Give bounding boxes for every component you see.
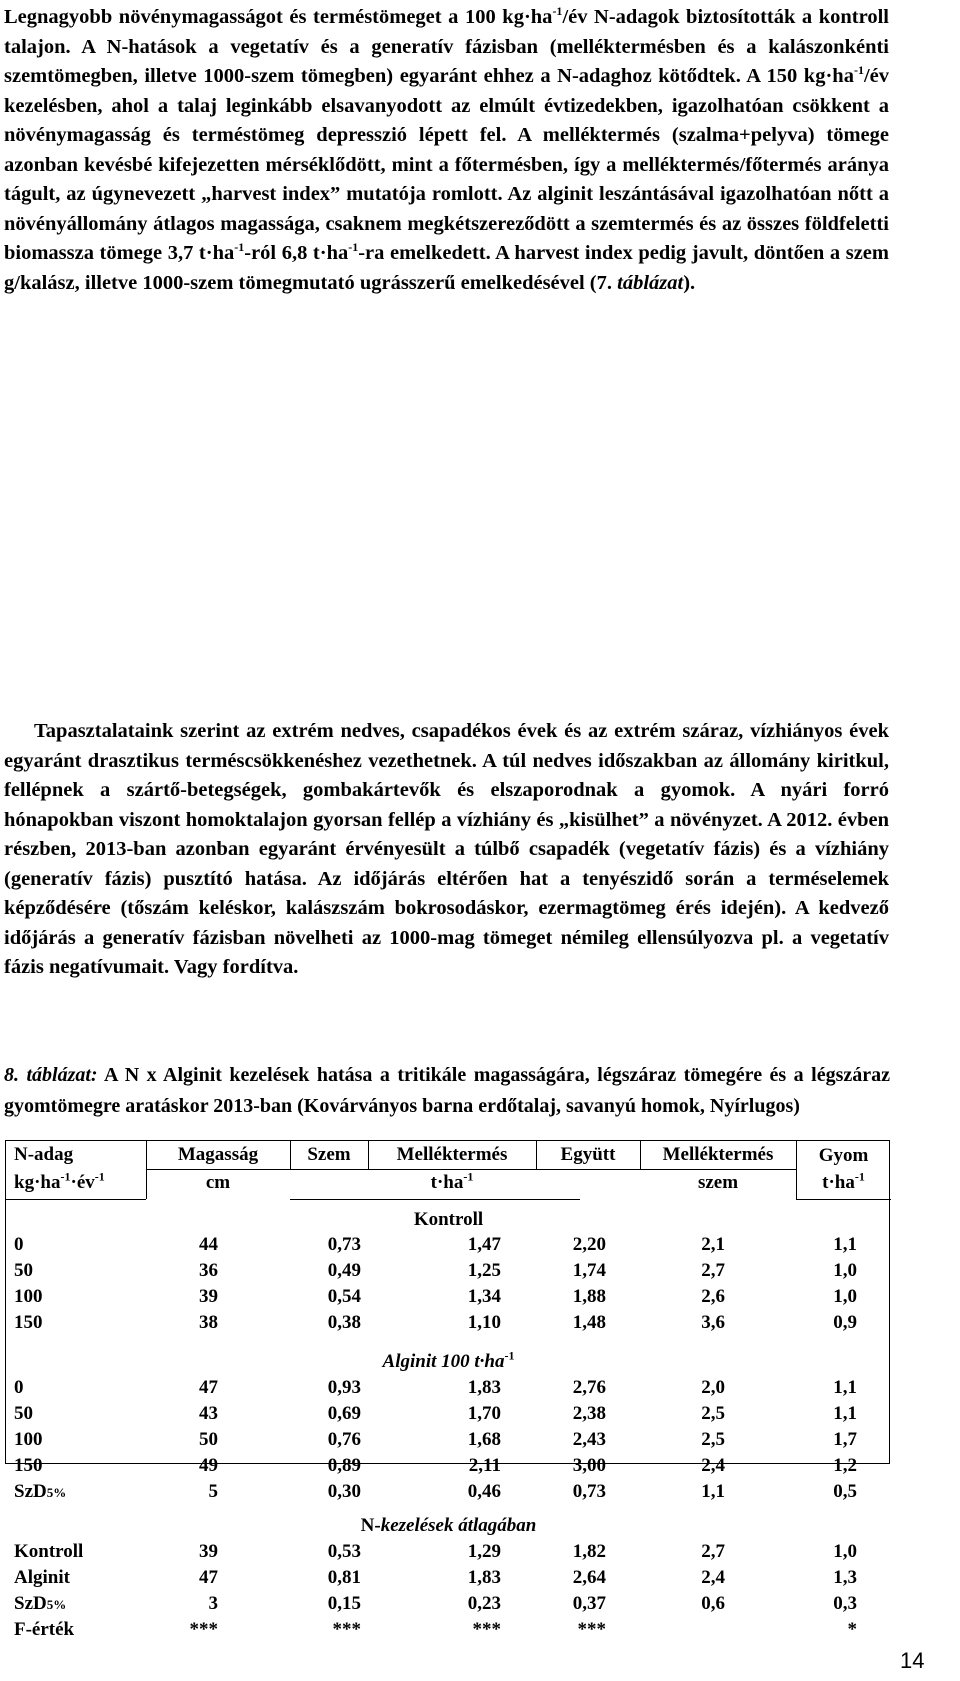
section-label: N- (360, 1515, 381, 1536)
header-cell: Melléktermés (396, 1144, 508, 1165)
table-cell: 2,76 (572, 1377, 606, 1398)
header-unit-nadag (14, 1168, 105, 1198)
table-cell: 100 (14, 1286, 43, 1307)
table-cell: 2,0 (701, 1377, 725, 1398)
header-unit-height: cm (205, 1172, 231, 1193)
table-cell: 0,5 (833, 1481, 857, 1502)
text-run: ). (683, 271, 696, 294)
table-row (6, 1427, 891, 1453)
table-cell: 1,74 (572, 1260, 606, 1281)
header-unit-weed (796, 1168, 891, 1198)
header-cell: Magasság (177, 1144, 259, 1165)
table-cell: 0,30 (327, 1481, 361, 1502)
subscript: 5% (46, 1485, 67, 1500)
data-table (5, 1140, 890, 1640)
table-cell: 1,83 (467, 1377, 501, 1398)
table-cell: 0,73 (327, 1234, 361, 1255)
table-cell: 2,7 (701, 1260, 725, 1281)
superscript: -1 (853, 63, 864, 78)
table-cell: 47 (199, 1377, 218, 1398)
paragraph-2: Tapasztalataink szerint az extrém nedves, csapadékos évek és az extrém száraz, vízhiányos évek egyaránt drasztikus terméscsökkenéshez vezethetnek. A túl nedves időszakban az állomány kiritkul, fellépnek a szártő-betegségek, gombakártevők és elszaporodnak a gyomok. A nyári forró hónapokban viszont homoktalajon gyorsan fellép a vízhiány és „kisülhet” a növényzet. A 2012. évben részben, 2013-ban azonban egyaránt érvényesült a túlbő csapadék (vegetatív fázis) és a vízhiány (generatív fázis) pusztító hatása. Az időjárás eltérően hat a tenyészidő során a terméselemek képződésére (tőszám keléskor, kalászszám bokrosodáskor, ezermagtömeg érés idején). A kedvező időjárás a generatív fázisban növelheti az 1000-mag tömeget némileg ellensúlyozva pl. a vegetatív fázis negatívumait. Vagy fordítva. (4, 720, 889, 978)
text-run: -ra emelkedett. A harvest index pedig javult, döntően a szem g/kalász, illetve 1000-szem tömegmutató ugrásszerű emelkedésével (7. (4, 242, 889, 294)
table-cell: 2,1 (701, 1234, 725, 1255)
table-cell: SzD5% (14, 1481, 67, 1502)
header-cell: Melléktermés (662, 1144, 774, 1165)
caption-text: A N x Alginit kezelések hatása a tritikále magasságára, légszáraz tömegére és a légszáraz gyomtömegre aratáskor 2013-ban (Kovárványos barna erdőtalaj, savanyú homok, Nyírlugos) (4, 1064, 890, 1117)
table-row (6, 1591, 891, 1617)
header-cell: Szem (307, 1144, 351, 1165)
section-label: Kontroll (413, 1209, 484, 1230)
superscript: -1 (348, 240, 359, 255)
table-cell: 50 (199, 1429, 218, 1450)
table-cell: 1,7 (833, 1429, 857, 1450)
caption-label: 8. táblázat: (4, 1064, 98, 1086)
header-unit-mass (368, 1168, 536, 1198)
table-cell: 49 (199, 1455, 218, 1476)
table-row (6, 1479, 891, 1505)
table-cell: 1,1 (833, 1377, 857, 1398)
superscript: -1 (463, 1169, 474, 1184)
table-cell: *** (472, 1619, 501, 1640)
table-cell: Alginit (14, 1567, 70, 1588)
table-cell: 39 (199, 1541, 218, 1562)
table-cell: 0,9 (833, 1312, 857, 1333)
table-cell: 150 (14, 1312, 43, 1333)
table-cell: 3,6 (701, 1312, 725, 1333)
text-run: /év N-adagok biztosították a kontroll talajon. A N-hatások a vegetatív és a generatív fázisban (melléktermésben és a kalászonkénti szemtömegben, illetve 1000-szem tömegben) egyaránt ehhez a N-adaghoz kötődtek. A 150 kg·ha (4, 6, 889, 87)
table-cell: 1,70 (467, 1403, 501, 1424)
paragraph-1 (4, 3, 889, 298)
table-cell: *** (332, 1619, 361, 1640)
table-cell: 100 (14, 1429, 43, 1450)
superscript: -1 (552, 4, 563, 19)
header-divider-right (796, 1199, 891, 1200)
table-cell: 50 (14, 1260, 33, 1281)
table-cell: 3,00 (572, 1455, 606, 1476)
table-cell: 1,25 (467, 1260, 501, 1281)
table-caption (4, 1060, 890, 1122)
table-row (6, 1539, 891, 1565)
table-cell: 1,34 (467, 1286, 501, 1307)
text-run: /év kezelésben, ahol a talaj leginkább elsavanyodott az elmúlt évtizedekben, igazolhatóan csökkent a növénymagasság és terméstömeg depresszió lépett fel. A melléktermés (szalma+pelyva) tömege azonban kevésbé kifejezetten mérséklődött, mint a főtermésben, így a melléktermés/főtermés aránya tágult, az úgynevezett „harvest index” mutatója romlott. Az alginit leszántásával igazolhatóan nőtt a növényállomány átlagos magassága, csaknem megkétszereződött a szemtermés és az összes földfeletti biomassza tömege 3,7 t·ha (4, 65, 889, 264)
header-divider-left (6, 1199, 146, 1200)
table-cell: 0,73 (572, 1481, 606, 1502)
table-cell: 150 (14, 1455, 43, 1476)
italic-text: táblázat (617, 271, 684, 294)
header-divider-mass (290, 1199, 580, 1200)
header-cell: Együtt (560, 1144, 616, 1165)
table-cell: 0,69 (327, 1403, 361, 1424)
table-cell: SzD5% (14, 1593, 67, 1614)
superscript: -1 (60, 1169, 71, 1184)
table-cell: 2,4 (701, 1455, 725, 1476)
table-cell: * (847, 1619, 857, 1640)
table-cell: 47 (199, 1567, 218, 1588)
table-cell: 2,11 (468, 1455, 501, 1476)
table-cell: 39 (199, 1286, 218, 1307)
table-cell: 1,82 (572, 1541, 606, 1562)
table-cell: 1,0 (833, 1286, 857, 1307)
table-row (6, 1284, 891, 1310)
table-cell: 1,1 (833, 1403, 857, 1424)
table-cell: 0,6 (701, 1593, 725, 1614)
table-row (6, 1258, 891, 1284)
table-cell: 0,46 (467, 1481, 501, 1502)
superscript: -1 (854, 1169, 865, 1184)
table-cell: 0,38 (327, 1312, 361, 1333)
header-cell: N-adag (14, 1144, 74, 1165)
table-cell: 44 (199, 1234, 218, 1255)
table-cell: 2,5 (701, 1429, 725, 1450)
table-cell: 0,53 (327, 1541, 361, 1562)
page-number: 14 (900, 1648, 925, 1673)
table-cell: 2,64 (572, 1567, 606, 1588)
table-cell: 2,5 (701, 1403, 725, 1424)
table-cell: 2,6 (701, 1286, 725, 1307)
header-row-1 (6, 1140, 891, 1170)
unit-text: t·ha (430, 1172, 464, 1193)
table-cell: 36 (199, 1260, 218, 1281)
section-title-average (6, 1513, 891, 1539)
text-run: Legnagyobb növénymagasságot és terméstömeget a 100 kg·ha (4, 6, 553, 28)
table-cell: 38 (199, 1312, 218, 1333)
table-row (6, 1453, 891, 1479)
table-cell: 0,93 (327, 1377, 361, 1398)
table-cell: 0,3 (833, 1593, 857, 1614)
table-cell: 0,15 (327, 1593, 361, 1614)
table-cell: 0,49 (327, 1260, 361, 1281)
table-row (6, 1617, 891, 1643)
table-cell: 0 (14, 1377, 24, 1398)
table-cell: 1,10 (467, 1312, 501, 1333)
table-cell: 0,37 (572, 1593, 606, 1614)
section-title-kontroll (6, 1207, 891, 1233)
table-cell: 0 (14, 1234, 24, 1255)
table-cell: 1,68 (467, 1429, 501, 1450)
unit-text: t·ha (822, 1172, 855, 1193)
table-cell: 1,29 (467, 1541, 501, 1562)
table-row (6, 1232, 891, 1258)
table-cell: 1,88 (572, 1286, 606, 1307)
superscript: -1 (94, 1169, 105, 1184)
table-cell: 1,3 (833, 1567, 857, 1588)
table-cell: 3 (208, 1593, 218, 1614)
table-cell: 2,4 (701, 1567, 725, 1588)
table-cell: *** (189, 1619, 218, 1640)
table-cell: 0,54 (327, 1286, 361, 1307)
header-cell: Gyom (818, 1145, 869, 1166)
table-cell: 0,81 (327, 1567, 361, 1588)
section-label: Alginit 100 t·ha (382, 1351, 505, 1372)
table-cell: 1,0 (833, 1541, 857, 1562)
table-cell: 5 (208, 1481, 218, 1502)
table-cell: 1,2 (833, 1455, 857, 1476)
table-row (6, 1375, 891, 1401)
section-title-alginit (6, 1349, 891, 1375)
table-cell: 1,47 (467, 1234, 501, 1255)
table-cell: 1,48 (572, 1312, 606, 1333)
table-cell: 1,1 (701, 1481, 725, 1502)
superscript: -1 (504, 1348, 515, 1363)
table-row (6, 1310, 891, 1336)
superscript: -1 (234, 240, 245, 255)
unit-text: kg·ha (14, 1172, 61, 1193)
table-cell: F-érték (14, 1619, 75, 1640)
table-cell: 0,23 (467, 1593, 501, 1614)
text-run: -ról 6,8 t·ha (244, 242, 349, 264)
table-row (6, 1565, 891, 1591)
table-row (6, 1401, 891, 1427)
table-cell: 43 (199, 1403, 218, 1424)
table-cell: Kontroll (14, 1541, 84, 1562)
header-row-2 (6, 1168, 891, 1198)
table-cell: 0,89 (327, 1455, 361, 1476)
subscript: 5% (46, 1597, 67, 1612)
table-cell: 2,38 (572, 1403, 606, 1424)
section-label: kezelések átlagában (380, 1515, 537, 1536)
table-cell: 2,43 (572, 1429, 606, 1450)
unit-text: ·év (70, 1172, 95, 1193)
table-cell: 50 (14, 1403, 33, 1424)
table-cell: 1,83 (467, 1567, 501, 1588)
header-unit-ratio: szem (697, 1172, 739, 1193)
table-cell: 1,0 (833, 1260, 857, 1281)
table-cell: 0,76 (327, 1429, 361, 1450)
table-cell: 2,7 (701, 1541, 725, 1562)
table-cell: 1,1 (833, 1234, 857, 1255)
table-cell: 2,20 (572, 1234, 606, 1255)
table-cell: *** (577, 1619, 606, 1640)
